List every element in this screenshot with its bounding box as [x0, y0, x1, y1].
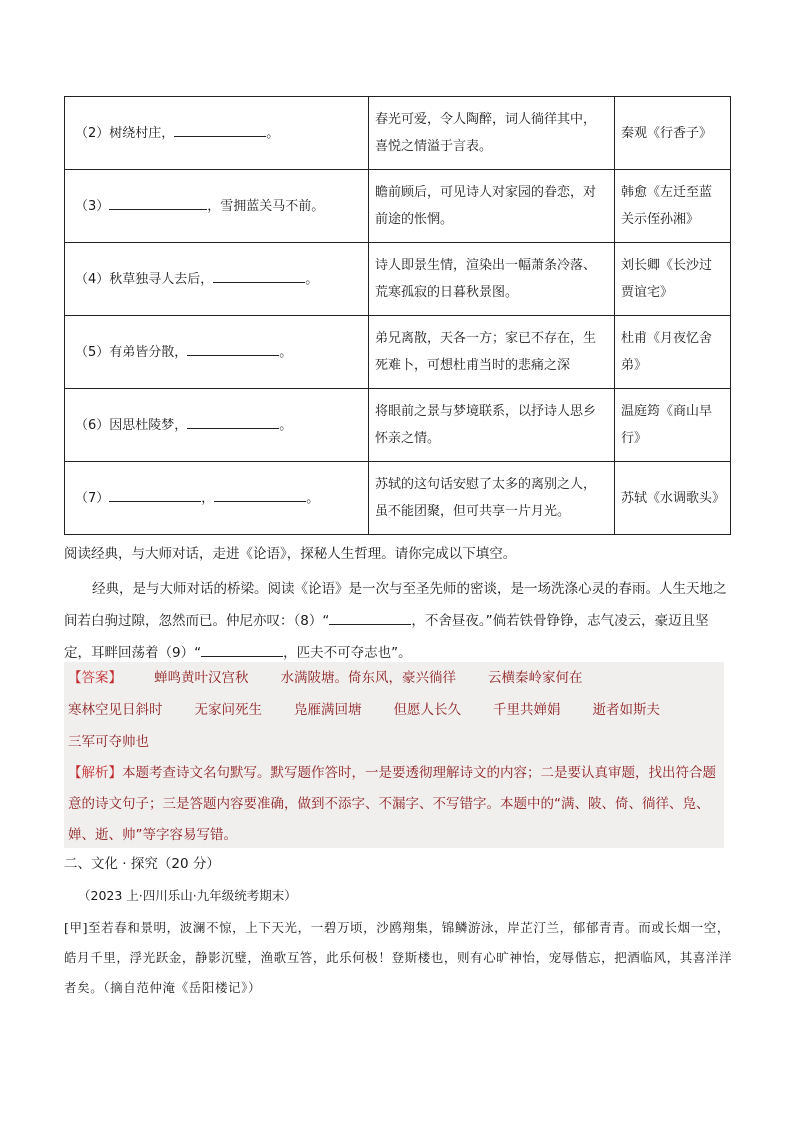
table-row [65, 316, 731, 389]
table-row [65, 389, 731, 462]
question-cell: （5）有弟皆分散， 。 [65, 316, 369, 389]
table-row [65, 462, 731, 535]
poem-fill-table [64, 96, 731, 535]
table-row [65, 170, 731, 243]
answer-box [64, 662, 724, 848]
answer-blank [213, 268, 305, 283]
table-row [65, 243, 731, 316]
analysis-cell: 春光可爱，令人陶醉，词人徜徉其中，喜悦之情溢于言表。 [369, 97, 615, 170]
answer-blank [214, 487, 306, 502]
answer-blank [174, 122, 266, 137]
analysis-block [68, 758, 720, 851]
answer-item: 无家问死生 [194, 702, 262, 718]
question-cell: （2）树绕村庄， 。 [65, 97, 369, 170]
answer-item: 寒林空见日斜时 [68, 702, 163, 718]
question-cell: （3） ，雪拥蓝关马不前。 [65, 170, 369, 243]
source-cell: 温庭筠《商山早行》 [615, 389, 731, 462]
answer-item: 但愿人长久 [393, 702, 461, 718]
lunyu-intro: 阅读经典，与大师对话，走进《论语》，探秘人生哲理。请你完成以下填空。 [64, 546, 517, 562]
source-cell: 苏轼《水调歌头》 [615, 462, 731, 535]
source-line: （2023 上·四川乐山·九年级统考期末） [78, 888, 297, 903]
analysis-cell: 弟兄离散，天各一方；家已不存在，生死难卜，可想杜甫当时的悲痛之深 [369, 316, 615, 389]
answer-item: 三军可夺帅也 [68, 734, 149, 750]
answer-blank [109, 195, 207, 210]
answer-block [68, 662, 720, 758]
answer-blank [201, 642, 283, 657]
table-row [65, 97, 731, 170]
answer-item: 水满陂塘。倚东风，豪兴徜徉 [280, 670, 456, 686]
answer-tag: 【答案】 [68, 670, 122, 686]
answer-blank [187, 414, 279, 429]
analysis-text: 本题考查诗文名句默写。默写题作答时，一是要透彻理解诗文的内容；二是要认真审题，找出符合题意的诗文句子；三是答题内容要准确，做到不添字、不漏字、不写错字。本题中的“满、陂、倚、徜徉、凫、婵、逝、帅”等字容易写错。 [68, 765, 716, 843]
source-cell: 秦观《行香子》 [615, 97, 731, 170]
source-cell: 刘长卿《长沙过贾谊宅》 [615, 243, 731, 316]
answer-blank [109, 487, 201, 502]
answer-item: 蝉鸣黄叶汉宫秋 [154, 670, 249, 686]
analysis-cell: 苏轼的这句话安慰了太多的离别之人，虽不能团聚，但可共享一片月光。 [369, 462, 615, 535]
question-cell: （4）秋草独寻人去后， 。 [65, 243, 369, 316]
section-title: 二、文化 · 探究（20 分） [64, 856, 220, 872]
analysis-cell: 瞻前顾后，可见诗人对家园的眷恋，对前途的怅惘。 [369, 170, 615, 243]
answer-blank [329, 610, 411, 625]
question-cell: （6）因思杜陵梦， 。 [65, 389, 369, 462]
source-cell: 杜甫《月夜忆舍弟》 [615, 316, 731, 389]
source-cell: 韩愈《左迁至蓝关示侄孙湘》 [615, 170, 731, 243]
passage-text: [甲]至若春和景明，波澜不惊，上下天光，一碧万顷，沙鸥翔集，锦鳞游泳，岸芷汀兰，郁郁青青。而或长烟一空，皓月千里，浮光跃金，静影沉璧，渔歌互答，此乐何极！登斯楼也，则有心旷神怡，宠辱偕忘，把酒临风，其喜洋洋者矣。（摘自范仲淹《岳阳楼记》） [64, 920, 733, 995]
question-cell: （7） ， 。 [65, 462, 369, 535]
lunyu-paragraph: 经典，是与大师对话的桥梁。阅读《论语》是一次与至圣先师的密谈，是一场洗涤心灵的春雨。人生天地之间若白驹过隙，忽然而已。仲尼亦叹：（8）“ ，不舍昼夜。”倘若铁骨铮铮，志气凌云，豪迈且坚定，耳畔回荡着（9）“ ，匹夫不可夺志也”。 [64, 581, 727, 661]
answer-item: 逝者如斯夫 [592, 702, 660, 718]
answer-blank [187, 341, 279, 356]
answer-item: 千里共婵娟 [493, 702, 561, 718]
answer-item: 云横秦岭家何在 [488, 670, 583, 686]
answer-item: 凫雁满回塘 [294, 702, 362, 718]
analysis-cell: 将眼前之景与梦境联系，以抒诗人思乡怀亲之情。 [369, 389, 615, 462]
analysis-cell: 诗人即景生情，渲染出一幅萧条冷落、荒寒孤寂的日暮秋景图。 [369, 243, 615, 316]
analysis-tag: 【解析】 [68, 765, 122, 781]
